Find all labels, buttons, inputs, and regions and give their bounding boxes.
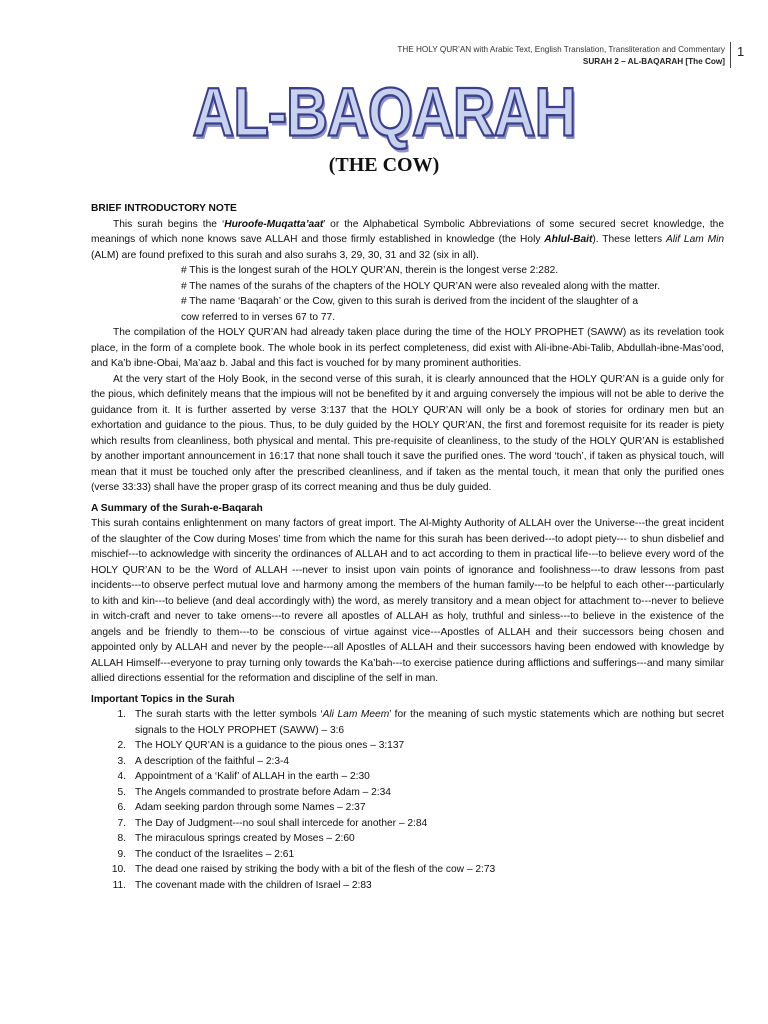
note-point-1: # This is the longest surah of the HOLY QUR’AN, therein is the longest verse 2:282. — [181, 265, 559, 276]
title-block — [0, 74, 768, 151]
topics-list — [91, 707, 724, 893]
list-item — [91, 847, 724, 863]
header-surah-title: SURAH 2 – AL-BAQARAH [The Cow] — [582, 57, 725, 66]
list-item — [91, 738, 724, 754]
header-divider — [730, 42, 731, 68]
text-run: (ALM) are found prefixed to this surah and also surahs 3, 29, 30, 31 and 32 (six in all). — [91, 249, 479, 261]
list-item-number: 3. — [117, 755, 126, 767]
list-item-number: 10. — [111, 864, 126, 875]
header-book-title: THE HOLY QUR’AN with Arabic Text, English Translation, Transliteration and Commentary — [397, 45, 725, 54]
list-item — [91, 754, 724, 770]
list-item-number: 11. — [112, 879, 126, 891]
list-item — [91, 785, 724, 801]
list-item — [91, 878, 724, 894]
list-item-number: 8. — [117, 833, 126, 844]
list-item-text: The miraculous springs created by Moses – 2:60 — [135, 833, 355, 844]
list-item-text — [135, 707, 724, 738]
topics-heading: Important Topics in the Surah — [91, 693, 235, 705]
text-run: ). These letters — [592, 234, 666, 245]
page-number: 1 — [737, 44, 745, 59]
intro-paragraph-3: At the very start of the Holy Book, in the second verse of this surah, it is clearly announced that the HOLY QUR’AN is a guide only for the pious, which definitely means that the impious will not be benefited by it and arguing conversely the impious will not be able to derive the guidance from it. It is further asserted by verse 3:137 that the HOLY QUR’AN will only be a book of stories for ordinary men but an exhortation and guidance to the pious. Thus, to be duly guided by the HOLY QUR’AN, the first and foremost requisite for its reader is piety which results from cleanliness, both physical and mental. This pre-requisite of cleanliness, to the study of the HOLY QUR’AN is established by another important announcement in 16:17 that none shall touch it save the purified ones. The word ‘touch’, if taken as physical touch, will mean that it must be touched only after the prescribed cleanliness, and if taken as the mental touch, it mean that only the purified ones (verse 33:33) shall have the proper grasp of its correct meaning and thus be duly guided. — [91, 373, 724, 493]
note-point-2: # The names of the surahs of the chapters of the HOLY QUR’AN were also revealed along with the matter. — [181, 280, 661, 292]
list-item-text: The HOLY QUR’AN is a guidance to the pious ones – 3:137 — [135, 740, 405, 751]
list-item-text: The dead one raised by striking the body with a bit of the flesh of the cow – 2:73 — [135, 864, 496, 875]
text-run: This surah begins the ‘ — [113, 218, 225, 230]
text-run-emphasis: Huroofe-Muqatta’aat — [224, 218, 324, 230]
text-run: The surah starts with the letter symbols ‘ — [135, 709, 323, 720]
intro-paragraph-2: The compilation of the HOLY QUR’AN had already taken place during the time of the HOLY PROPHET (SAWW) as its revelation took place, in the form of a complete book. The whole book in its perfect completeness, did exist with Ali-ibne-Abi-Talib, Abdullah-ibne-Mas’ood, and Ka’b ibne-Obai, Ma’aaz b. Jabal and this fact is vouched for by many prominent authorities. — [91, 327, 724, 369]
note-point-3: # The name ‘Baqarah’ or the Cow, given to this surah is derived from the incident of the slaughter of a — [181, 296, 638, 307]
note-point-3-continued: cow referred to in verses 67 to 77. — [181, 311, 336, 323]
surah-title: AL-BAQARAH — [192, 74, 576, 151]
list-item — [91, 769, 724, 785]
list-item-number: 7. — [117, 817, 126, 829]
list-item-text: Adam seeking pardon through some Names – 2:37 — [135, 802, 366, 813]
list-item-text: A description of the faithful – 2:3-4 — [135, 755, 290, 767]
list-item — [91, 800, 724, 816]
list-item — [91, 831, 724, 847]
text-run: ’ for the meaning of such mystic statements which are nothing but secret signals to the HOLY PROPHET (SAWW) – 3:6 — [135, 709, 724, 736]
list-item — [91, 707, 724, 738]
document-body — [91, 201, 724, 893]
surah-subtitle: (THE COW) — [328, 154, 440, 176]
list-item-number: 4. — [117, 771, 126, 782]
text-run-italic: Alif Lam Min — [665, 234, 724, 245]
list-item — [91, 862, 724, 878]
running-header — [330, 44, 725, 68]
list-item-text: The Angels commanded to prostrate before Adam – 2:34 — [135, 786, 391, 798]
list-item-number: 9. — [117, 848, 126, 860]
list-item-number: 1. — [117, 709, 126, 720]
text-run-italic: Ali Lam Meem — [322, 709, 390, 720]
summary-paragraph: This surah contains enlightenment on many factors of great import. The Al-Mighty Authority of ALLAH over the Universe---the great incident of the slaughter of the Cow during Moses’ time from which the name for this surah has been derived---to adopt piety--- to shun disbelief and mischief---to acknowledge with sincerity the ordinances of ALLAH and to act according to them in practical life---to believe every word of the HOLY QUR’AN to be the Word of ALLAH ---never to insist upon vain points of ignorance and foolishness---to draw lessons from past incidents---to observe perfect mutual love and harmony among the members of the human family---to be helpful to each other---particularly to kith and kin---to believe (and deal accordingly with) the word, as merely transitory and a mean object for attachment to---never to believe in witch-craft and never to take omens---to revere all apostles of ALLAH as holy, truthful and sinless---to believe in the existence of the angels and be friendly to them---to be conscious of virtue against vice---Apostles of ALLAH and their successors being chosen and appointed only by ALLAH and never by the people---all Apostles of ALLAH and their successors having been endowed with knowledge by ALLAH Himself---everyone to pray turning only towards the Ka’bah---to exercise patience during afflictions and sufferings---and many similar allied directions essential for the reformation and discipline of the self in man. — [91, 518, 724, 684]
list-item-number: 6. — [117, 802, 126, 813]
text-run: ’ or the Alphabetical Symbolic Abbreviations of some secured secret knowledge, the meanings of which none knows save ALLAH and those firmly established in knowledge (the Holy — [91, 218, 724, 245]
list-item-number: 2. — [117, 740, 126, 751]
intro-paragraph-1 — [91, 217, 724, 264]
list-item-number: 5. — [117, 786, 126, 798]
list-item — [91, 816, 724, 832]
intro-heading: BRIEF INTRODUCTORY NOTE — [91, 203, 237, 214]
list-item-text: The covenant made with the children of Israel – 2:83 — [135, 879, 372, 891]
list-item-text: The Day of Judgment---no soul shall intercede for another – 2:84 — [135, 817, 428, 829]
text-run-emphasis: Ahlul-Bait — [544, 234, 593, 245]
list-item-text: Appointment of a ‘Kalif’ of ALLAH in the earth – 2:30 — [135, 771, 370, 782]
list-item-text: The conduct of the Israelites – 2:61 — [135, 848, 295, 860]
summary-heading: A Summary of the Surah-e-Baqarah — [91, 502, 263, 514]
